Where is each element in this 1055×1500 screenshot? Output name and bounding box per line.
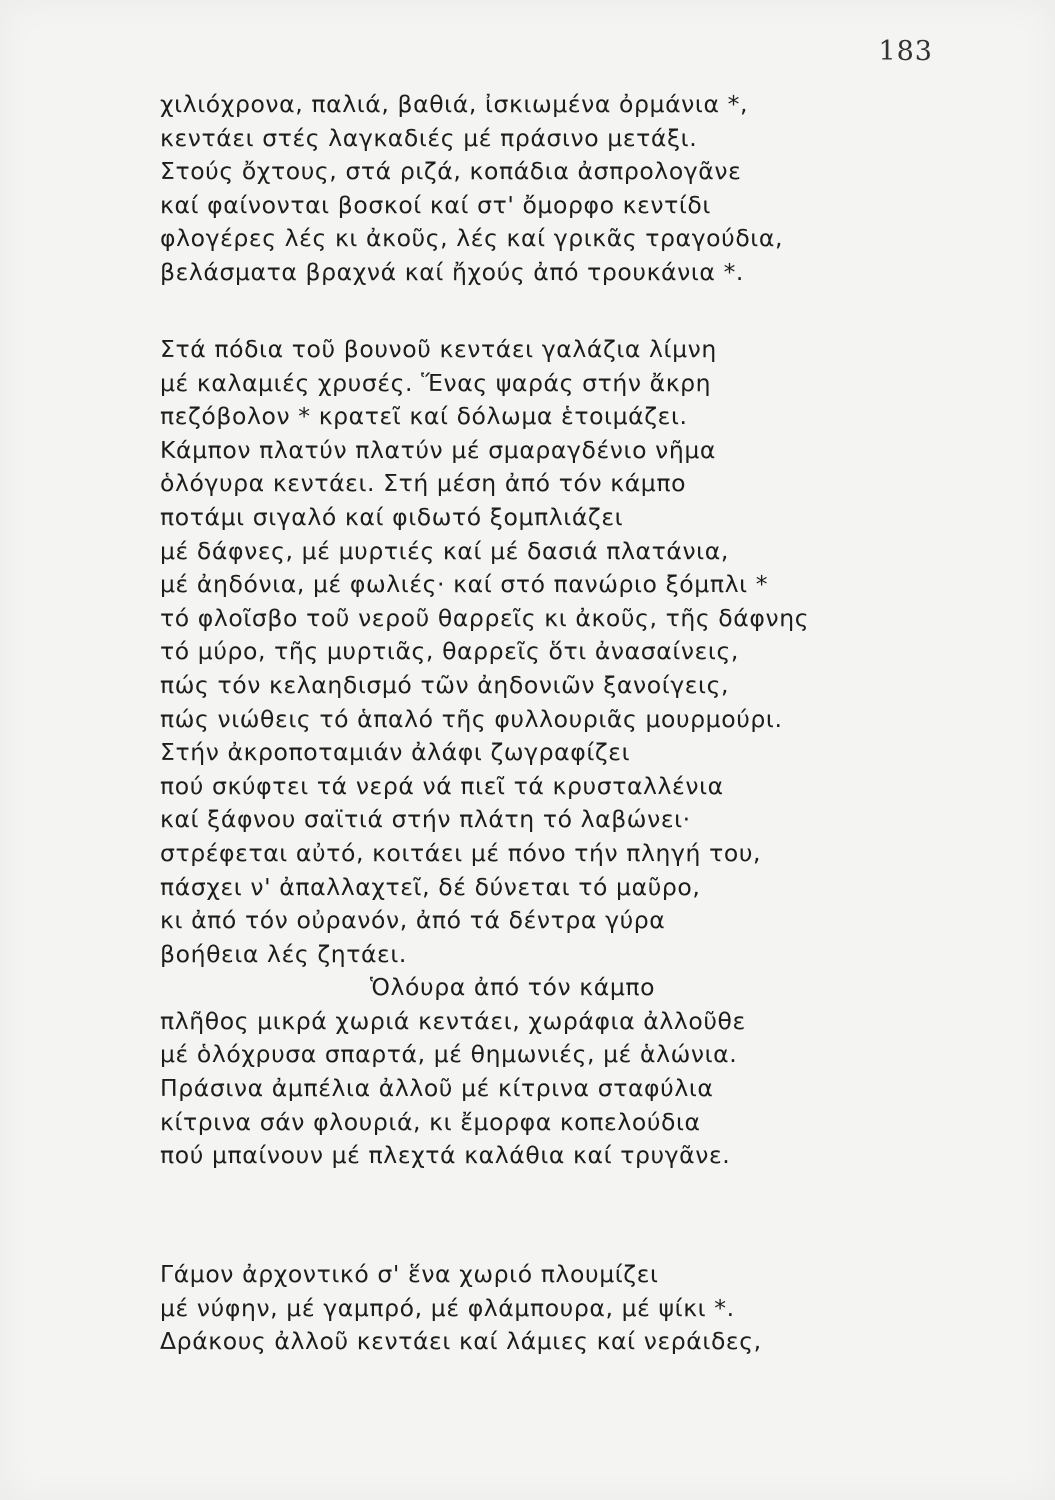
verse-line: Κάμπον πλατύν πλατύν μέ σμαραγδένιο νῆμα [160,435,716,464]
verse-line: μέ δάφνες, μέ μυρτιές καί μέ δασιά πλατάνια, [160,536,729,565]
verse-line: Δράκους ἀλλοῦ κεντάει καί λάμιες καί νεράιδες, [160,1327,762,1356]
verse-line: πεζόβολον * κρατεῖ καί δόλωμα ἑτοιμάζει. [160,402,688,431]
verse-line: στρέφεται αὐτό, κοιτάει μέ πόνο τήν πληγή του, [160,838,762,867]
verse-line: καί φαίνονται βοσκοί καί στ' ὄμορφο κεντίδι [160,190,711,219]
verse-line: μέ ὁλόχρυσα σπαρτά, μέ θημωνιές, μέ ἁλώνια. [160,1040,738,1069]
verse-line: πώς νιώθεις τό ἁπαλό τῆς φυλλουριᾶς μουρμούρι. [160,704,783,733]
verse-line: τό μύρο, τῆς μυρτιᾶς, θαρρεῖς ὅτι ἀνασαίνεις, [160,637,739,666]
verse-line: κεντάει στές λαγκαδιές μέ πράσινο μετάξι. [160,123,698,152]
verse-line: Στά πόδια τοῦ βουνοῦ κεντάει γαλάζια λίμνη [160,335,717,363]
verse-line: πάσχει ν' ἀπαλλαχτεῖ, δέ δύνεται τό μαῦρο, [160,872,701,901]
verse-line: Γάμον ἀρχοντικό σ' ἕνα χωριό πλουμίζει [160,1260,659,1288]
verse-line: Στούς ὄχτους, στά ριζά, κοπάδια ἀσπρολογᾶνε [160,157,742,186]
stanza [160,1258,762,1359]
verse-line: χιλιόχρονα, παλιά, βαθιά, ἰσκιωμένα ὀρμάνια *, [160,90,749,118]
page-number: 183 [878,36,933,67]
verse-line: μέ νύφην, μέ γαμπρό, μέ φλάμπουρα, μέ ψίκι *. [160,1293,735,1322]
verse-line: πώς τόν κελαηδισμό τῶν ἀηδονιῶν ξανοίγεις, [160,670,730,699]
verse-line: ποτάμι σιγαλό καί φιδωτό ξομπλιάζει [160,502,624,531]
verse-line: καί ξάφνου σαϊτιά στήν πλάτη τό λαβώνει· [160,805,691,834]
verse-line: βοήθεια λές ζητάει. [160,939,407,968]
verse-line: πού μπαίνουν μέ πλεχτά καλάθια καί τρυγᾶνε. [160,1141,731,1170]
verse-line-indented: Ὁλόυρα ἀπό τόν κάμπο [370,973,656,1002]
verse-line: βελάσματα βραχνά καί ἤχούς ἀπό τρουκάνια *. [160,257,745,286]
verse-line: κίτρινα σάν φλουριά, κι ἔμορφα κοπελούδια [160,1107,701,1136]
verse-line: κι ἀπό τόν οὐρανόν, ἀπό τά δέντρα γύρα [160,906,666,935]
verse-line: μέ ἀηδόνια, μέ φωλιές· καί στό πανώριο ξόμπλι * [160,570,769,599]
verse-line: ὁλόγυρα κεντάει. Στή μέση ἀπό τόν κάμπο [160,469,687,498]
verse-line: πλῆθος μικρά χωριά κεντάει, χωράφια ἀλλοῦθε [160,1006,746,1035]
verse-line: τό φλοῖσβο τοῦ νεροῦ θαρρεῖς κι ἀκοῦς, τῆς δάφνης [160,603,810,632]
verse-line: Στήν ἀκροποταμιάν ἀλάφι ζωγραφίζει [160,738,631,767]
verse-line: φλογέρες λές κι ἀκοῦς, λές καί γρικᾶς τραγούδια, [160,224,784,253]
stanza [160,333,809,1173]
stanza [160,88,783,290]
verse-line: μέ καλαμιές χρυσές. Ἕνας ψαράς στήν ἄκρη [160,368,712,397]
verse-line: πού σκύφτει τά νερά νά πιεῖ τά κρυσταλλένια [160,771,724,800]
verse-line: Πράσινα ἀμπέλια ἀλλοῦ μέ κίτρινα σταφύλια [160,1074,714,1103]
